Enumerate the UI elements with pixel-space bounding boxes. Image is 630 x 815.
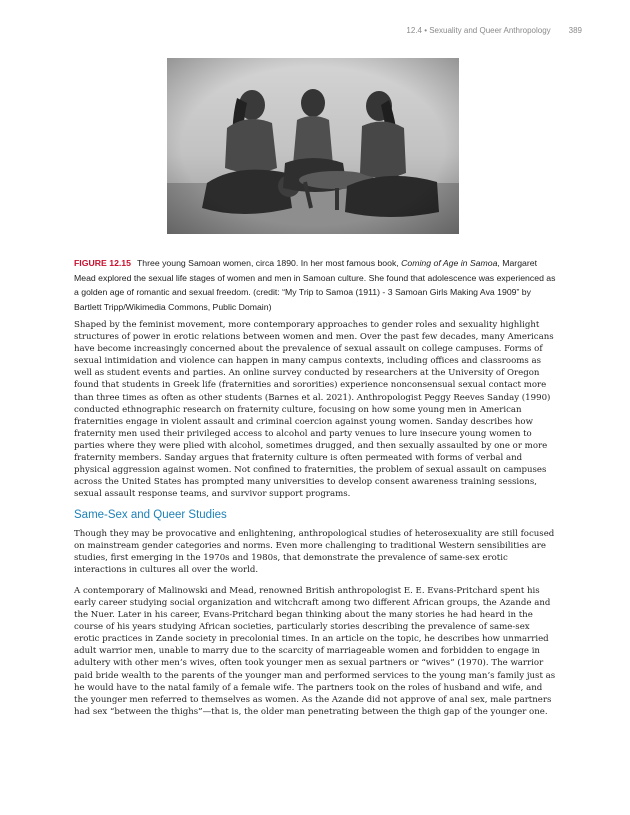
paragraph-1: Shaped by the feminist movement, more contemporary approaches to gender roles and sexuality highlight structures of power in erotic relations between women and men. Over the past few decades, many Americans have become increasingly concerned about the prevalence of sexual assault on college campuses. Forms of sexual intimidation and violence can happen in many campus contexts, including offices and classrooms as well as student events and parties. An online survey conducted by researchers at the University of Oregon found that students in Greek life (fraternities and sororities) experience nonconsensual sexual contact more than three times as often as other students (Barnes et al. 2021). Anthropologist Peggy Reeves Sanday (1990) conducted ethnographic research on fraternity culture, focusing on how some young men in American fraternities engage in violent assault and criminal coercion against young women. Sanday describes how fraternity men used their privileged access to alcohol and party venues to lure insecure young women to parties where they were plied with alcohol, sometimes drugged, and then sexually assaulted by one or more fraternity members. Sanday argues that fraternity culture is often permeated with forms of verbal and physical aggression against women. Not confined to fraternities, the problem of sexual assault on campuses across the United States has prompted many universities to develop consent awareness training sessions, sexual assault response teams, and survivor support programs. <box>74 320 554 500</box>
figure-caption <box>74 256 557 314</box>
book-title: Coming of Age in Samoa <box>401 258 498 268</box>
running-header <box>406 26 582 35</box>
page-number: 389 <box>568 26 582 35</box>
samoan-women-photo <box>167 58 459 234</box>
paragraph-3: A contemporary of Malinowski and Mead, renowned British anthropologist E. E. Evans-Pritchard spent his early career studying social organization and witchcraft among two different African groups, the Azande and the Nuer. Later in his career, Evans-Pritchard began thinking about the many stories he had heard in the course of his years studying African societies, particularly stories describing the prevalence of same-sex erotic practices in Zande society in precolonial times. In an article on the topic, he describes how unmarried adult warrior men, unable to marry due to the scarcity of marriageable women and forbidden to engage in adultery with other men’s wives, often took younger men as sexual partners or “wives” (1970). The warrior paid bride wealth to the parents of the younger man and performed services to the young man’s family just as he would have to the natal family of a female wife. The partners took on the roles of husband and wife, and the younger men referred to themselves as women. As the Azande did not approve of anal sex, male partners had sex “between the thighs”—that is, the older man penetrating between the thigh gap of the younger one. <box>74 585 556 717</box>
main-text <box>74 319 557 727</box>
running-title: 12.4 • Sexuality and Queer Anthropology <box>406 26 551 35</box>
caption-text-end: , Margaret Mead explored the sexual life stages of women and men in Samoan culture. She found that adolescence was experienced as a golden age of romantic and sexual freedom. (credit: “My Trip to Samoa (1911) - 3 Samoan Girls Making Ava 1909” by Bartlett Tripp/Wikimedia Commons, Public Domain) <box>74 258 556 312</box>
figure-label: FIGURE 12.15 <box>74 258 131 268</box>
section-heading: Same-Sex and Queer Studies <box>74 509 227 522</box>
caption-text-start: Three young Samoan women, circa 1890. In her most famous book, <box>136 258 402 268</box>
paragraph-2: Though they may be provocative and enlightening, anthropological studies of heterosexuality are still focused on mainstream gender categories and norms. Even more challenging to traditional Western sensibilities are studies, first emerging in the 1970s and 1980s, that demonstrate the prevalence of same-sex erotic interactions in cultures all over the world. <box>74 528 555 575</box>
